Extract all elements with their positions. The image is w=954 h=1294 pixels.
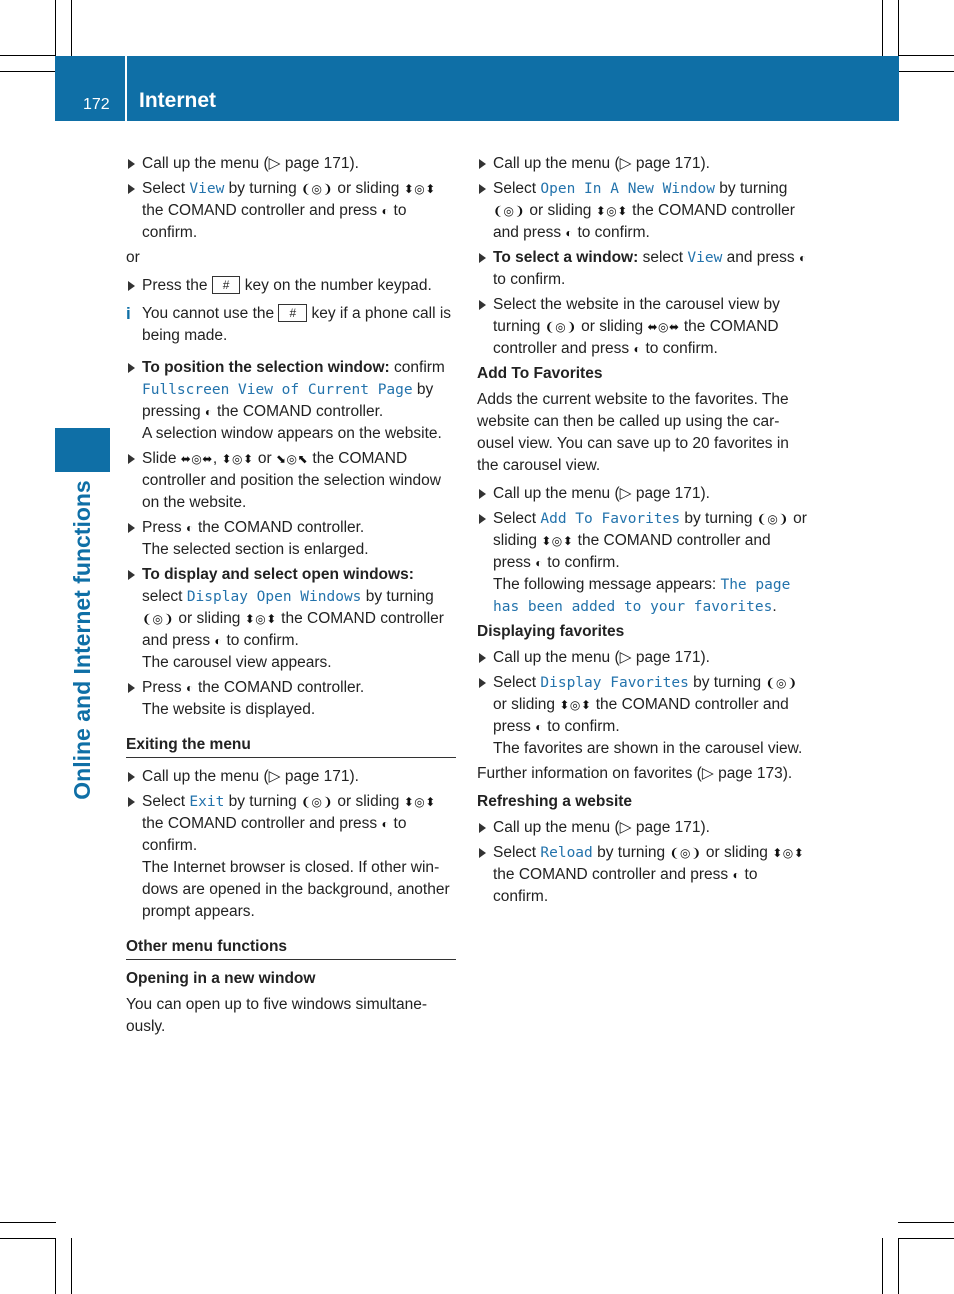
step: Select View by turning ❨◎❩ or sliding ⬍◎⬍ the COMAND controller and press ◐ to confirm. <box>126 178 456 244</box>
or-text: or <box>126 249 140 266</box>
step: Select Open In A New Window by turning ❨◎❩ or sliding ⬍◎⬍ the COMAND controller and press ◐ to confirm. <box>477 178 809 244</box>
step-text: Call up the menu (▷ page 171). <box>142 155 359 172</box>
crop-mark <box>55 1238 56 1294</box>
slide-updown-icon: ⬍◎⬍ <box>244 612 277 626</box>
display-message: The page has been added to your favorites <box>493 577 791 615</box>
crop-mark <box>0 1238 56 1239</box>
turn-icon: ❨◎❩ <box>765 676 798 690</box>
step-lead: To select a window: <box>493 249 639 266</box>
press-icon: ◐ <box>798 251 807 265</box>
section-heading: Other menu functions <box>126 936 456 960</box>
crop-mark <box>0 1222 56 1223</box>
slide-updown-icon: ⬍◎⬍ <box>772 846 805 860</box>
info-note: i You cannot use the # key if a phone call is being made. <box>126 304 452 344</box>
crop-mark <box>71 1238 72 1294</box>
step-lead: To position the selection window: <box>142 359 390 376</box>
left-column <box>126 153 456 1044</box>
step-result: The favorites are shown in the carousel view. <box>493 740 803 757</box>
step <box>126 153 456 175</box>
menu-item: View <box>189 181 225 197</box>
right-column <box>477 153 809 911</box>
menu-item: Display Favorites <box>540 675 689 691</box>
slide-updown-icon: ⬍◎⬍ <box>403 795 436 809</box>
step-result: The carousel view appears. <box>142 654 332 671</box>
turn-icon: ❨◎❩ <box>142 612 175 626</box>
turn-icon: ❨◎❩ <box>301 795 334 809</box>
crop-mark <box>898 71 954 72</box>
crop-mark <box>0 55 56 56</box>
crop-mark <box>898 1238 899 1294</box>
menu-item: Fullscreen View of Current Page <box>142 382 413 398</box>
hash-key-icon: # <box>278 304 307 322</box>
chapter-label: Online and Internet functions <box>69 480 95 800</box>
step: Press ◐ the COMAND controller. The website is displayed. <box>126 677 456 721</box>
crop-mark <box>898 0 899 56</box>
chapter-tab <box>55 428 110 472</box>
press-icon: ◐ <box>185 521 194 535</box>
header-divider <box>125 56 127 121</box>
step: Slide ⬌◎⬌, ⬍◎⬍ or ⬊◎⬉ the COMAND controller and position the selection window on the website. <box>126 448 456 514</box>
turn-icon: ❨◎❩ <box>669 846 702 860</box>
crop-mark <box>898 1222 954 1223</box>
info-icon: i <box>126 304 131 323</box>
section-heading: Exiting the menu <box>126 734 456 758</box>
crop-mark <box>0 71 56 72</box>
step: Call up the menu (▷ page 171). <box>477 483 809 505</box>
step: Call up the menu (▷ page 171). <box>477 153 809 175</box>
step: Call up the menu (▷ page 171). <box>126 766 456 788</box>
turn-icon: ❨◎❩ <box>493 204 526 218</box>
menu-item: Exit <box>189 794 225 810</box>
step: Select Add To Favorites by turning ❨◎❩ or sliding ⬍◎⬍ the COMAND controller and press ◐ to confirm. The following message appears: The page has been added to your favorites. <box>477 508 809 618</box>
step: Press ◐ the COMAND controller. The selected section is enlarged. <box>126 517 456 561</box>
press-icon: ◐ <box>381 204 390 218</box>
menu-item: Reload <box>540 845 593 861</box>
menu-item: View <box>687 250 723 266</box>
slide-updown-icon: ⬍◎⬍ <box>403 182 436 196</box>
page-number: 172 <box>83 96 110 113</box>
step: To position the selection window: confirm Fullscreen View of Current Page by pressing ◐ the COMAND controller. A selection window appears on the website. <box>126 357 456 445</box>
turn-icon: ❨◎❩ <box>301 182 334 196</box>
menu-item: Open In A New Window <box>540 181 715 197</box>
step-result: The selected section is enlarged. <box>142 541 369 558</box>
subsection-heading: Opening in a new window <box>126 970 316 987</box>
press-icon: ◐ <box>535 556 543 570</box>
hash-key-icon: # <box>212 276 241 294</box>
press-icon: ◐ <box>185 681 194 695</box>
slide-updown-icon: ⬍◎⬍ <box>221 452 254 466</box>
crop-mark <box>882 1238 883 1294</box>
step-result: The website is displayed. <box>142 701 316 718</box>
menu-item: Display Open Windows <box>186 589 362 605</box>
slide-diagonal-icon: ⬊◎⬉ <box>276 452 309 466</box>
step: To display and select open windows: select Display Open Windows by turning ❨◎❩ or sliding ⬍◎⬍ the COMAND controller and press ◐ to confirm. The carousel view appears. <box>126 564 456 674</box>
press-icon: ◐ <box>381 817 390 831</box>
subsection-heading: Refreshing a website <box>477 793 633 810</box>
step: Press the # key on the number keypad. <box>126 275 456 297</box>
press-icon: ◐ <box>535 720 543 734</box>
step: To select a window: select View and press ◐ to confirm. <box>477 247 809 291</box>
step: Call up the menu (▷ page 171). <box>477 647 809 669</box>
step-result: The Internet browser is closed. If other windows are opened in the background, another prompt appears. <box>142 859 450 920</box>
press-icon: ◐ <box>565 226 574 240</box>
menu-item: Add To Favorites <box>540 511 681 527</box>
crop-mark <box>882 0 883 56</box>
turn-icon: ❨◎❩ <box>756 512 789 526</box>
paragraph: You can open up to five windows simultaneously. <box>126 996 428 1035</box>
paragraph: Adds the current website to the favorites. The website can then be called up using the carousel view. You can save up to 20 favorites in the carousel view. <box>477 391 789 474</box>
step-result: The following message appears: The page has been added to your favorites. <box>493 576 791 615</box>
crop-mark <box>898 1238 954 1239</box>
step: Select Reload by turning ❨◎❩ or sliding ⬍◎⬍ the COMAND controller and press ◐ to confirm. <box>477 842 809 908</box>
page-header <box>55 56 899 121</box>
paragraph: Further information on favorites (▷ page 173). <box>477 765 793 782</box>
step: Select the website in the carousel view by turning ❨◎❩ or sliding ⬌◎⬌ the COMAND controller and press ◐ to confirm. <box>477 294 809 360</box>
slide-updown-icon: ⬍◎⬍ <box>541 534 574 548</box>
crop-mark <box>55 0 56 56</box>
subsection-heading: Displaying favorites <box>477 623 625 640</box>
press-icon: ◐ <box>214 634 223 648</box>
subsection-heading: Add To Favorites <box>477 365 603 382</box>
press-icon: ◐ <box>204 405 213 419</box>
slide-leftright-icon: ⬌◎⬌ <box>647 320 680 334</box>
press-icon: ◐ <box>732 868 741 882</box>
slide-updown-icon: ⬍◎⬍ <box>595 204 628 218</box>
page-title: Internet <box>139 89 217 112</box>
turn-icon: ❨◎❩ <box>544 320 577 334</box>
slide-updown-icon: ⬍◎⬍ <box>559 698 592 712</box>
step: Select Display Favorites by turning ❨◎❩ or sliding ⬍◎⬍ the COMAND controller and press ◐ to confirm. The favorites are shown in the carousel view. <box>477 672 809 760</box>
slide-leftright-icon: ⬌◎⬌ <box>180 452 213 466</box>
step: Call up the menu (▷ page 171). <box>477 817 809 839</box>
step-lead: To display and select open windows: <box>142 566 414 583</box>
press-icon: ◐ <box>633 342 642 356</box>
crop-mark <box>71 0 72 56</box>
step: Select Exit by turning ❨◎❩ or sliding ⬍◎⬍ the COMAND controller and press ◐ to confirm. The Internet browser is closed. If other windows are opened in the background, another prompt appears. <box>126 791 456 923</box>
crop-mark <box>898 55 954 56</box>
step-result: A selection window appears on the website. <box>142 425 442 442</box>
